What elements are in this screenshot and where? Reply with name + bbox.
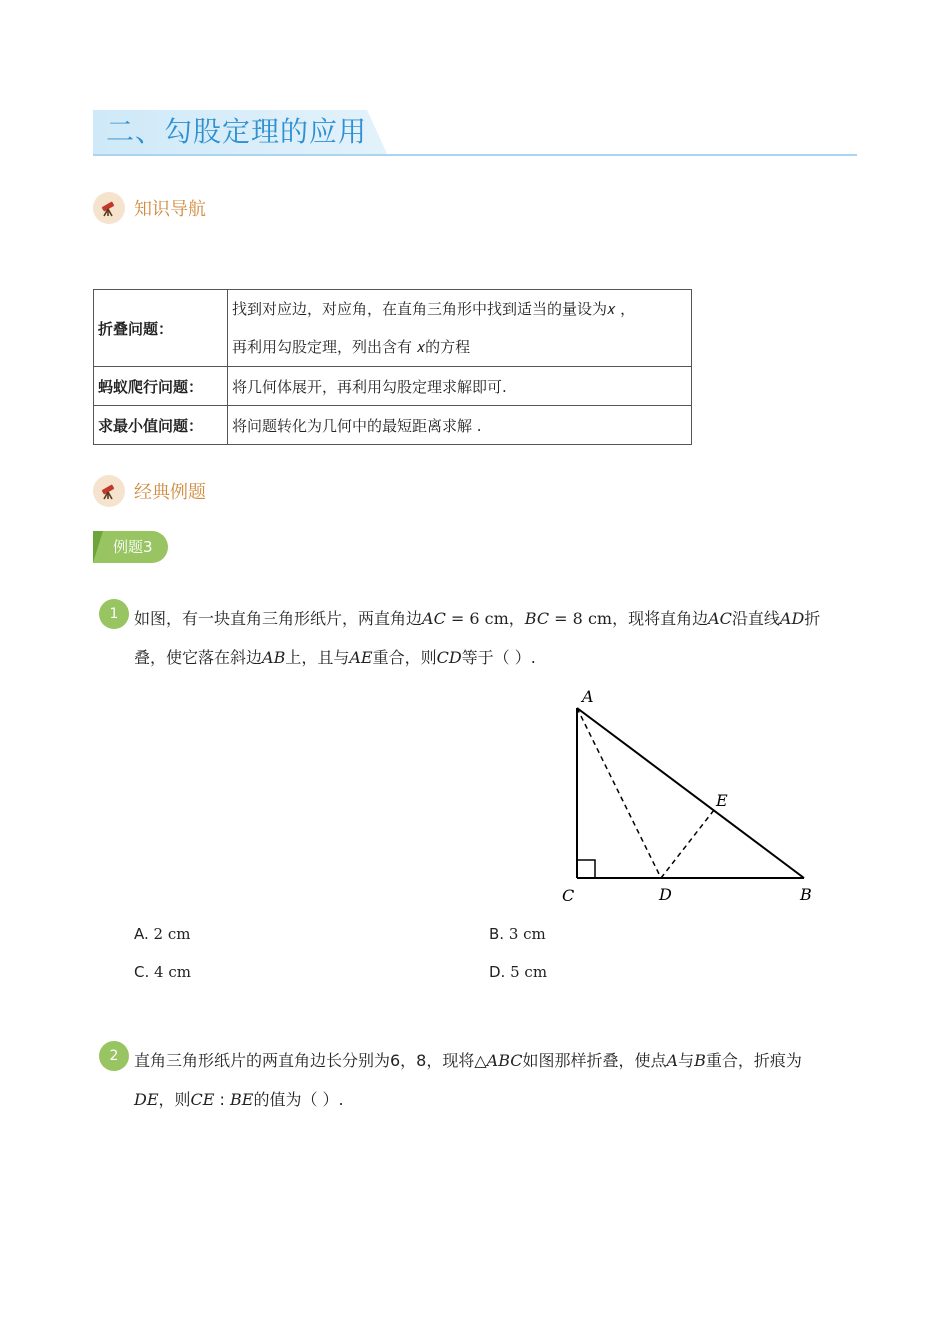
- example-tab-label: 例题3: [113, 538, 153, 556]
- q1-math: AC: [422, 609, 446, 628]
- q1-math: AB: [262, 648, 286, 667]
- section-title: 二、勾股定理的应用: [106, 115, 368, 148]
- option-letter: D.: [489, 963, 506, 981]
- telescope-icon: [93, 192, 125, 224]
- option-b[interactable]: [489, 924, 546, 944]
- label-d: D: [659, 885, 672, 904]
- q1-math: AD: [779, 609, 805, 628]
- section-header-underline: [93, 154, 857, 156]
- q2-text: :: [214, 1090, 231, 1109]
- table-value: [228, 290, 692, 367]
- telescope-icon: [93, 475, 125, 507]
- side-ab: [577, 708, 804, 878]
- q2-math: DE: [134, 1090, 159, 1109]
- q1-math: AE: [349, 648, 373, 667]
- q1-text: 重合，则: [372, 648, 437, 667]
- segment-de: [661, 810, 714, 878]
- q2-text: 如图那样折叠，使点: [522, 1051, 667, 1070]
- q2-math: CE: [190, 1090, 215, 1109]
- table-row: [94, 367, 692, 406]
- nav-heading: [93, 191, 206, 225]
- option-value: 4 cm: [154, 963, 191, 981]
- option-value: 2 cm: [153, 925, 191, 943]
- q2-math: ABC: [486, 1051, 523, 1070]
- question-2-line-1: [134, 1041, 802, 1080]
- q2-math: BE: [230, 1090, 254, 1109]
- q2-text: 直角三角形纸片的两直角边长分别为6，8，现将△: [134, 1051, 487, 1070]
- q1-math: AC: [708, 609, 732, 628]
- q1-text: = 6 cm，: [445, 609, 525, 628]
- q1-text: 上，且与: [285, 648, 350, 667]
- q1-text: 等于（ ）.: [461, 648, 536, 667]
- table-key: 求最小值问题：: [94, 406, 228, 445]
- q1-text: 折: [804, 609, 821, 628]
- option-a[interactable]: [134, 924, 190, 944]
- question-2-line-2: [134, 1080, 344, 1119]
- table-value: 将几何体展开，再利用勾股定理求解即可.: [228, 367, 692, 406]
- table-value-line: 再利用勾股定理，列出含有 𝑥的方程: [232, 338, 471, 356]
- option-value: 5 cm: [510, 963, 548, 981]
- examples-heading: [93, 474, 206, 508]
- q2-text: ，则: [158, 1090, 191, 1109]
- table-value: 将问题转化为几何中的最短距离求解 .: [228, 406, 692, 445]
- question-number-badge: 1: [99, 599, 129, 629]
- q2-math: A: [666, 1051, 679, 1070]
- q2-math: B: [694, 1051, 706, 1070]
- q1-text: 叠，使它落在斜边: [134, 648, 263, 667]
- right-angle-mark: [577, 860, 595, 878]
- q1-text: 如图，有一块直角三角形纸片，两直角边: [134, 609, 423, 628]
- q2-text: 的值为（ ）.: [253, 1090, 344, 1109]
- option-d[interactable]: [489, 962, 547, 982]
- triangle-figure: [540, 680, 840, 910]
- knowledge-table: [93, 289, 692, 445]
- q1-text: = 8 cm，现将直角边: [549, 609, 709, 628]
- q1-math: CD: [436, 648, 462, 667]
- option-letter: A.: [134, 925, 149, 943]
- option-c[interactable]: [134, 962, 191, 982]
- question-1-line-2: [134, 638, 536, 677]
- option-value: 3 cm: [508, 925, 546, 943]
- label-a: A: [582, 687, 594, 706]
- table-key: 蚂蚁爬行问题：: [94, 367, 228, 406]
- label-b: B: [800, 885, 812, 904]
- q2-text: 与: [678, 1051, 695, 1070]
- fold-line-ad: [577, 708, 661, 878]
- example-tab: [93, 531, 168, 563]
- label-e: E: [716, 791, 728, 810]
- question-1-line-1: [134, 599, 820, 638]
- nav-heading-label: 知识导航: [134, 199, 206, 220]
- option-letter: B.: [489, 925, 505, 943]
- q1-text: 沿直线: [731, 609, 780, 628]
- q2-text: 重合，折痕为: [705, 1051, 802, 1070]
- q1-math: BC: [524, 609, 550, 628]
- table-value-line: 找到对应边，对应角，在直角三角形中找到适当的量设为𝑥 ，: [232, 300, 636, 318]
- table-row: [94, 290, 692, 367]
- examples-heading-label: 经典例题: [134, 482, 206, 503]
- example-tab-notch: [93, 531, 103, 563]
- table-key: 折叠问题：: [94, 290, 228, 367]
- table-row: [94, 406, 692, 445]
- option-letter: C.: [134, 963, 150, 981]
- question-number-badge: 2: [99, 1041, 129, 1071]
- label-c: C: [562, 886, 575, 905]
